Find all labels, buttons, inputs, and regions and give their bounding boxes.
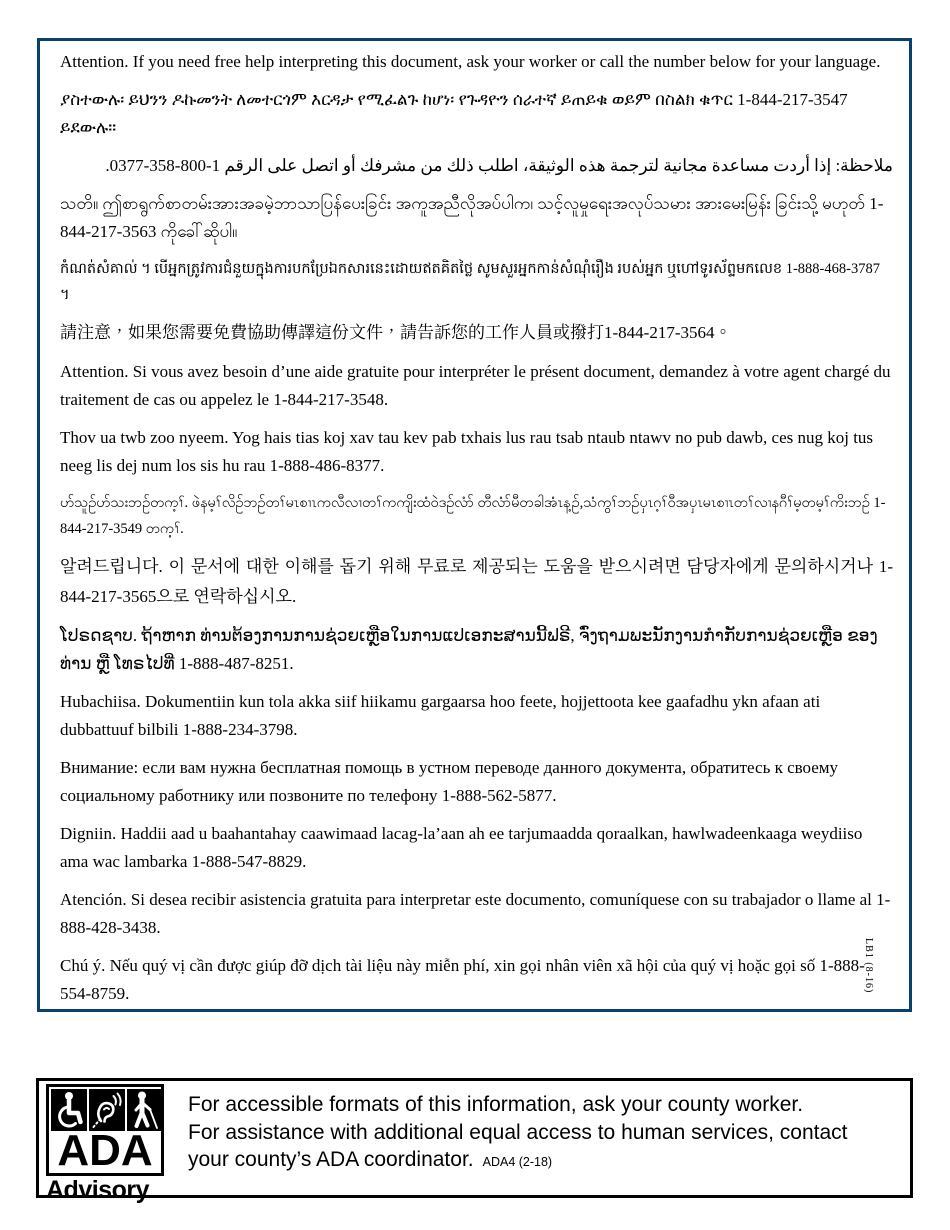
ada-advisory-line-3 [188, 1146, 848, 1177]
tagline-khmer: កំណត់សំគាល់ ។ បើអ្នកត្រូវការជំនួយក្នុងការបកប្រែឯកសារនេះដោយឥតគិតថ្លៃ សូមសួរអ្នកកាន់សំណុំរឿង របស់អ្នក ឬហៅទូរស័ព្ទមកលេខ 1-888-468-3787 ។ [60, 261, 880, 303]
ada-form-code: ADA4 (2-18) [482, 1155, 553, 1169]
ada-logo-advisory-text: Advisory [46, 1176, 149, 1204]
ada-advisory-line-1: For accessible formats of this information, ask your county worker. [188, 1093, 804, 1116]
tagline-amharic: ያስተውሉ፡ ይህንን ዶኩመንት ለመተርጎም እርዳታ የሚፈልጉ ከሆነ፡ የጉዳዮን ሰራተኛ ይጠይቁ ወይም በስልክ ቁጥር 1-844-217-3547 ይደውሉ። [60, 90, 848, 137]
tagline-lao: ໂປຣດຊາບ. ຖ້າຫາກ ທ່ານຕ້ອງການການຊ່ວຍເຫຼືອໃນການແປເອກະສານນີ້ຟຣີ, ຈົ່ງຖາມພະນັກງານກຳກັບການຊ່ວຍເຫຼືອ ຂອງທ່ານ ຫຼື ໂທຣໄປທີ່ 1-888-487-8251. [60, 626, 878, 673]
tagline-spanish: Atención. Si desea recibir asistencia gratuita para interpretar este documento, comuníquese con su trabajador o llame al 1-888-428-3438. [60, 890, 891, 937]
ada-advisory-line-2: For assistance with additional equal access to human services, contact [188, 1120, 848, 1144]
tagline-french: Attention. Si vous avez besoin d’une aide gratuite pour interpréter le présent document, demandez à votre agent chargé du traitement de cas ou appelez le 1-844-217-3548. [60, 362, 891, 409]
tagline-somali: Digniin. Haddii aad u baahantahay caawimaad lacag-la’aan ah ee tarjumaadda qoraalkan, hawlwadeenkaaga weydiiso ama wac lambarka 1-888-547-8829. [60, 824, 863, 871]
blind-person-cane-icon [127, 1089, 163, 1131]
language-notice-box [37, 38, 912, 1012]
tagline-russian: Внимание: если вам нужна бесплатная помощь в устном переводе данного документа, обратитесь к своему социальному работнику или позвоните по телефону 1-888-562-5877. [60, 758, 839, 805]
ada-advisory-box [36, 1078, 913, 1204]
tagline-vietnamese: Chú ý. Nếu quý vị cần được giúp đỡ dịch tài liệu này miễn phí, xin gọi nhân viên xã hội của quý vị hoặc gọi số 1-888-554-8759. [60, 956, 865, 1003]
wheelchair-icon [51, 1089, 87, 1131]
tagline-karen: ဟ်သူဉ်ဟ်သးဘဉ်တက့ၢ်. ဖဲနမ့ၢ်လိဉ်ဘဉ်တၢ်မၤစၢၤကလီလၢတၢ်ကကျိးထံဝဲဒဉ်လံာ် တီလံာ်မီတခါအံၤန့ဉ်,သံကွၢ်ဘဉ်ပှၤဂ့ၢ်ဝီအပှၤမၤစၢၤတၢ်လၢနဂီၢ်မ့တမ့ၢ်ကိးဘဉ် 1-844-217-3549 တက့ၢ်. [60, 495, 886, 537]
tagline-oromo: Hubachiisa. Dokumentiin kun tola akka siif hiikamu gargaarsa hoo feete, hojjettoota kee gaafadhu ykn afaan ati dubbattuuf bilbili 1-888-234-3798. [60, 692, 821, 739]
ada-logo-frame [46, 1084, 164, 1176]
ada-logo-icons-row [51, 1089, 159, 1131]
ada-advisory-logo [46, 1084, 166, 1204]
tagline-arabic: ملاحظة: إذا أردت مساعدة مجانية لترجمة هذه الوثيقة، اطلب ذلك من مشرفك أو اتصل على الرقم 1-800-358-0377. [105, 156, 893, 175]
ada-advisory-text [188, 1091, 848, 1177]
form-code-vertical: LB1 (8-16) [863, 938, 874, 994]
tagline-english: Attention. If you need free help interpreting this document, ask your worker or call the number below for your language. [60, 52, 881, 71]
tagline-hmong: Thov ua twb zoo nyeem. Yog hais tias koj xav tau kev pab txhais lus rau tsab ntaub ntawv no pub dawb, ces nug koj tus neeg lis dej num los sis hu rau 1-888-486-8377. [60, 428, 874, 475]
tagline-burmese: သတိ။ ဤစာရွက်စာတမ်းအားအခမဲ့ဘာသာပြန်ပေးခြင်း အကူအညီလိုအပ်ပါက၊ သင့်လူမှုရေးအလုပ်သမား အားမေးမြန်း ခြင်းသို့ မဟုတ် 1-844-217-3563 ကိုခေါ်ဆိုပါ။ [60, 194, 884, 241]
ada-advisory-line-3-text: your county’s ADA coordinator. [188, 1148, 474, 1171]
ada-logo-text: ADA [57, 1131, 153, 1171]
assistive-listening-icon [89, 1089, 125, 1131]
tagline-chinese: 請注意，如果您需要免費協助傳譯這份文件，請告訴您的工作人員或撥打1-844-217-3564。 [60, 323, 732, 342]
tagline-korean: 알려드립니다. 이 문서에 대한 이해를 돕기 위해 무료로 제공되는 도움을 받으시려면 담당자에게 문의하시거나 1-844-217-3565으로 연락하십시오. [60, 557, 893, 606]
